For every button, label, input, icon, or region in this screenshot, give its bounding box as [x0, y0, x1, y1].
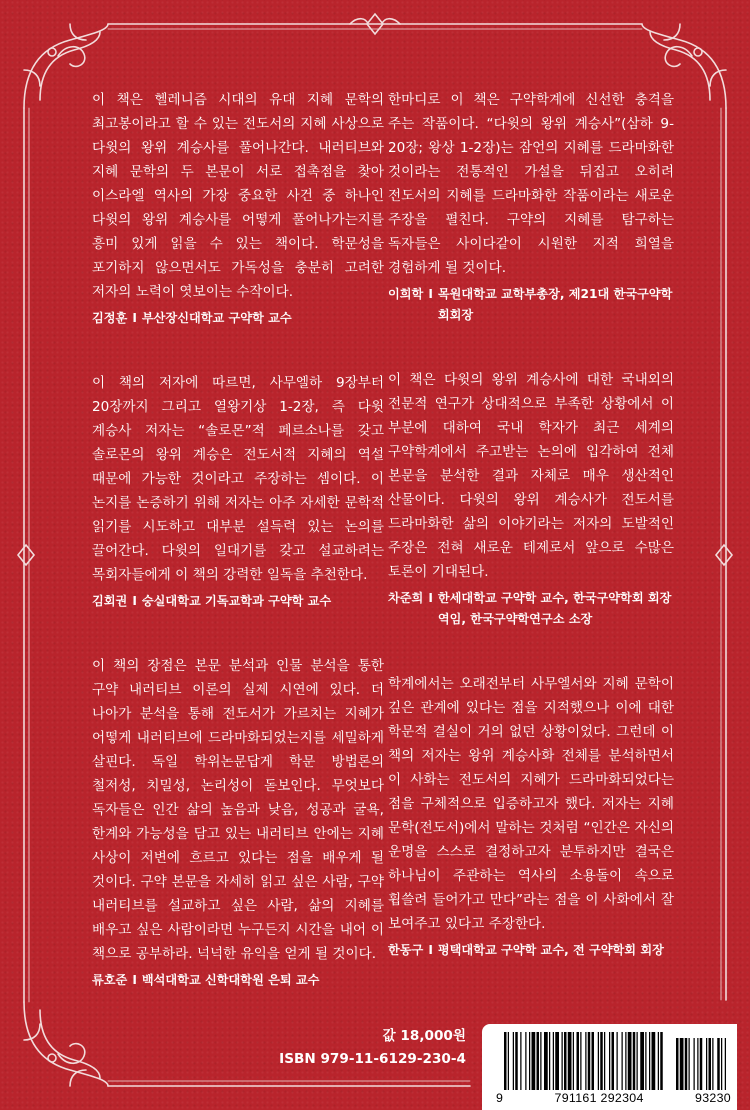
author-separator: I [428, 287, 433, 301]
barcode-bar [540, 1032, 541, 1090]
price-label: 값 18,000원 [382, 1028, 466, 1044]
review-text: 학계에서는 오래전부터 사무엘서와 지혜 문학이 깊은 관계에 있다는 점을 지적했으나 이에 대한 학문적 결실이 거의 없던 상황이었다. 그런데 이 책의 저자는 왕위 계승사화 전체를 분석하면서 이 사화는 전도서의 지혜가 드라마화되었다는 점을 구체적으로 입증하고자 했다. 저자는 지혜 문학(전도서)에서 말하는 것처럼 “인간은 자신의 운명을 스스로 결정하고자 분투하지만 결국은 하나님이 주관하는 역사의 소용돌이 속으로 휩쓸려 들어가고 만다”라는 점을 이 사화에서 잘 보여주고 있다고 주장한다. [388, 676, 674, 932]
barcode-addon-bar [706, 1038, 707, 1090]
review-author [92, 970, 384, 991]
barcode-bar [660, 1032, 663, 1090]
barcode-main-digits: 791161 292304 [554, 1091, 644, 1105]
barcode-bar [609, 1032, 610, 1090]
barcode-addon-bar [700, 1038, 703, 1090]
barcode-bar [529, 1032, 530, 1090]
review-cha-junhee [388, 368, 674, 630]
barcode-addon-bar [689, 1038, 690, 1090]
review-author [388, 940, 674, 961]
right-column [388, 88, 674, 1003]
review-text: 이 책의 저자에 따르면, 사무엘하 9장부터 20장까지 그리고 열왕기상 1-2장, 즉 다윗 계승사 저자는 “솔로몬”적 페르소나를 갖고 솔로몬의 왕위 계승은 전도서적 지혜의 역설 때문에 가능한 것이라고 주장하는 셈이다. 이 논지를 논증하기 위해 저자는 아주 자세한 문학적 읽기를 시도하고 대부분 설득력 있는 논의를 끌어간다. 다윗의 일대기를 갖고 설교하려는 목회자들에게 이 책의 강력한 일독을 추천한다. [92, 375, 384, 583]
barcode-bar [568, 1032, 572, 1090]
barcode-bar [564, 1032, 567, 1090]
isbn-label: ISBN 979-11-6129-230-4 [279, 1051, 466, 1067]
barcode-bar [504, 1032, 507, 1090]
barcode-bar [604, 1032, 605, 1090]
barcode-bar [577, 1032, 580, 1090]
barcode-addon-bar [717, 1038, 720, 1090]
barcode-bar [532, 1032, 536, 1090]
author-name: 한동구 [388, 943, 424, 957]
review-author [92, 308, 384, 329]
author-affiliation: 평택대학교 구약학 교수, 전 구약학회 회장 [437, 943, 664, 957]
barcode-bar [508, 1032, 509, 1090]
review-kim-hoekwon [92, 371, 384, 612]
review-author [388, 284, 674, 326]
left-column [92, 88, 384, 1033]
author-separator: I [132, 973, 137, 987]
barcode-bar [553, 1032, 554, 1090]
review-author [92, 591, 384, 612]
barcode-bar [628, 1032, 632, 1090]
barcode-bar [600, 1032, 603, 1090]
author-name: 류호준 [92, 973, 128, 987]
barcode-addon-bar [685, 1038, 688, 1090]
barcode-digits [496, 1091, 731, 1105]
author-name: 차준희 [388, 591, 424, 605]
author-separator: I [428, 943, 433, 957]
barcode-addon-bar [721, 1038, 722, 1090]
review-kim-junghoon [92, 88, 384, 329]
barcode-bar [622, 1032, 623, 1090]
barcode-addon-bar [712, 1038, 713, 1090]
barcode-bar [617, 1032, 618, 1090]
author-name: 김회권 [92, 594, 128, 608]
barcode-bar [637, 1032, 638, 1090]
barcode-bar [537, 1032, 540, 1090]
barcode-bar [640, 1032, 644, 1090]
barcode-bar [649, 1032, 650, 1090]
barcode-bar [544, 1032, 548, 1090]
barcode-bar [612, 1032, 615, 1090]
author-separator: I [428, 591, 433, 605]
barcode-addon-bar [694, 1038, 695, 1090]
barcode-addon-bar [676, 1038, 679, 1090]
barcode-addon-digits: 93230 [695, 1091, 731, 1105]
barcode-bar [515, 1032, 518, 1090]
price-block [279, 1025, 466, 1071]
author-separator: I [132, 594, 137, 608]
barcode-bar [645, 1032, 646, 1090]
barcode-bar [585, 1032, 586, 1090]
barcode-bar [525, 1032, 526, 1090]
barcode-bar [652, 1032, 656, 1090]
review-han-donggu [388, 672, 674, 961]
author-name: 김정훈 [92, 311, 128, 325]
barcode-bar [513, 1032, 514, 1090]
barcode-bars [504, 1032, 729, 1090]
center-ornament-icon [350, 14, 400, 34]
barcode-bar [625, 1032, 626, 1090]
barcode-prefix: 9 [496, 1091, 504, 1105]
review-lee-heehak [388, 88, 674, 326]
author-affiliation: 한세대학교 구약학 교수, 한국구약학회 회장 역임, 한국구약학연구소 소장 [437, 591, 672, 626]
author-name: 이희학 [388, 287, 424, 301]
review-ryu-hojun [92, 654, 384, 991]
barcode-bar [592, 1032, 595, 1090]
author-separator: I [132, 311, 137, 325]
review-author [388, 588, 674, 630]
barcode-addon-bar [680, 1038, 684, 1090]
barcode-addon-bar [697, 1038, 698, 1090]
barcode-bar [520, 1032, 521, 1090]
barcode-bar [562, 1032, 563, 1090]
review-text: 이 책은 다윗의 왕위 계승사에 대한 국내외의 전문적 연구가 상대적으로 부족한 상황에서 이 부분에 대하여 국내 학자가 최근 세계의 구약학계에서 주고받는 논의에 입각하여 전체 본문을 분석한 결과 자체로 매우 생산적인 산물이다. 다윗의 왕위 계승사가 전도서를 드라마화한 삶의 이야기라는 저자의 도발적인 주장은 전혀 새로운 테제로서 앞으로 수많은 토론이 기대된다. [388, 372, 674, 580]
review-text: 이 책은 헬레니즘 시대의 유대 지혜 문학의 최고봉이라고 할 수 있는 전도서의 지혜 사상으로 다윗의 왕위 계승사를 풀어나간다. 내러티브와 지혜 문학의 두 본문이 서로 접촉점을 찾아 이스라엘 역사의 가장 중요한 사건 중 하나인 다윗의 왕위 계승사를 어떻게 풀어나가는지를 흥미 있게 읽을 수 있는 책이다. 학문성을 포기하지 않으면서도 가독성을 충분히 고려한 저자의 노력이 엿보이는 수작이다. [92, 92, 384, 300]
review-text: 이 책의 장점은 본문 분석과 인물 분석을 통한 구약 내러티브 이론의 실제 시연에 있다. 더 나아가 분석을 통해 전도서가 가르치는 지혜가 어떻게 내러티브에 드라마화되었는지를 세밀하게 살핀다. 독일 학위논문답게 학문 방법론의 철저성, 치밀성, 논리성이 돋보인다. 무엇보다 독자들은 인간 삶의 높음과 낮음, 성공과 굴욕, 한계와 가능성을 담고 있는 내러티브 안에는 지혜 사상이 저변에 흐르고 있다는 점을 배우게 될 것이다. 구약 본문을 자세히 읽고 싶은 사람, 구약 내러티브를 설교하고 싶은 사람, 삶의 지혜를 배우고 싶은 사람이라면 누구든지 시간을 내어 이 책으로 공부하라. 넉넉한 유익을 얻게 될 것이다. [92, 658, 384, 962]
barcode [482, 1024, 737, 1110]
review-text: 한마디로 이 책은 구약학계에 신선한 충격을 주는 작품이다. “다윗의 왕위 계승사”(삼하 9-20장; 왕상 1-2장)는 잠언의 지혜를 드라마화한 것이라는 전통적인 가설을 뒤집고 오히려 전도서의 지혜를 드라마화한 작품이라는 새로운 주장을 펼친다. 구약의 지혜를 탐구하는 독자들은 사이다같이 시원한 지적 희열을 경험하게 될 것이다. [388, 92, 674, 276]
barcode-bar [598, 1032, 599, 1090]
barcode-bar [573, 1032, 574, 1090]
author-affiliation: 백석대학교 신학대학원 은퇴 교수 [141, 973, 320, 987]
author-affiliation: 목원대학교 교학부총장, 제21대 한국구약학회회장 [437, 287, 673, 322]
author-affiliation: 숭실대학교 기독교학과 구약학 교수 [141, 594, 332, 608]
barcode-bar [588, 1032, 591, 1090]
barcode-bar [555, 1032, 559, 1090]
barcode-bar [658, 1032, 659, 1090]
barcode-bar [549, 1032, 550, 1090]
barcode-bar [580, 1032, 581, 1090]
author-affiliation: 부산장신대학교 구약학 교수 [141, 311, 292, 325]
barcode-addon-bar [725, 1038, 726, 1090]
barcode-addon-bar [709, 1038, 712, 1090]
barcode-bar [633, 1032, 636, 1090]
